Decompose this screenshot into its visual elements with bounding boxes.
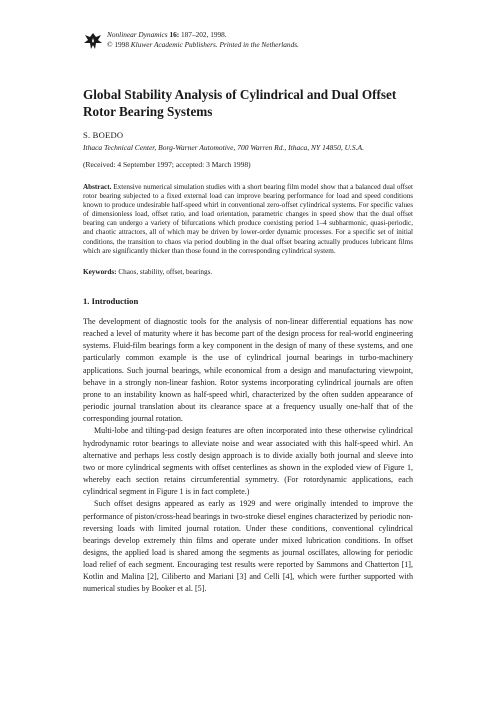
paragraph: The development of diagnostic tools for the analysis of non-linear differential equations has now reached a level of maturity where it has become part of the design process for real-world engineering systems. Fluid-film bearings form a key component in the design of many of these systems, and one particularly common example is the use of cylindrical journal bearings in turbo-machinery applications. Such journal bearings, while economical from a design and manufacturing viewpoint, behave in a strongly non-linear fashion. Rotor systems incorporating cylindrical journals are often prone to an instability known as half-speed whirl, characterized by the often sudden appearance of periodic journal translation about its clearance space at a frequency usually one-half that of the corresponding journal rotation.: [83, 317, 413, 424]
keywords-label: Keywords:: [83, 268, 117, 276]
keywords: [83, 268, 413, 276]
publisher-logo-icon: [83, 31, 103, 51]
journal-name: Nonlinear Dynamics: [107, 30, 168, 39]
paragraph: Multi-lobe and tilting-pad design features are often incorporated into these otherwise cylindrical hydrodynamic rotor bearings to alleviate noise and wear associated with this half-speed whirl. An alternative and perhaps less costly design approach is to divide axially both journal and sleeve into two or more cylindrical segments with offset centerlines as shown in the exploded view of Figure 1, whereby each section retains circumferential symmetry. (For rotordynamic applications, each cylindrical segment in Figure 1 is in fact complete.): [83, 426, 413, 497]
journal-citation: [107, 30, 299, 49]
article-title: Global Stability Analysis of Cylindrical and Dual Offset Rotor Bearing Systems: [83, 87, 397, 119]
abstract-text: Extensive numerical simulation studies with a short bearing film model show that a balanced dual offset rotor bearing subjected to a fixed external load can improve bearing performance for load and speed conditions known to produce undesirable half-speed whirl in conventional zero-offset cylindrical systems. For specific values of dimensionless load, offset ratio, and load orientation, parametric changes in speed show that the dual offset bearing can undergo a variety of bifurcations which produce coexisting period 1–4 subharmonic, quasi-periodic, and chaotic attractors, all of which may be driven by lower-order dynamic processes. For a specific set of initial conditions, the transition to chaos via period doubling in the dual offset bearing actually produces lubricant films which are significantly thicker than those found in the corresponding cylindrical system.: [83, 183, 413, 255]
section-heading: 1. Introduction: [83, 296, 139, 306]
affiliation: Ithaca Technical Center, Borg-Warner Automotive, 700 Warren Rd., Ithaca, NY 14850, U.S.A.: [83, 143, 364, 152]
printed-in: Printed in the Netherlands.: [219, 39, 299, 49]
publisher: Kluwer Academic Publishers.: [130, 39, 218, 49]
abstract-label: Abstract.: [83, 183, 112, 191]
journal-volume: 16:: [169, 30, 180, 39]
keywords-text: Chaos, stability, offset, bearings.: [118, 268, 213, 276]
paragraph: Such offset designs appeared as early as 1929 and were originally intended to improve the performance of piston/cross-head bearings in two-stroke diesel engines characterized by periodic non-reversing loads with limited journal rotation. Under these conditions, conventional cylindrical bearings develop extremely thin films and operate under mixed lubrication conditions. In offset designs, the applied load is shared among the segments as journal oscillates, allowing for periodic load relief of each segment. Encouraging test results were reported by Sammons and Chatterton [1], Kotlin and Malina [2], Ciliberto and Mariani [3] and Celli [4], which were further supported with numerical studies by Booker et al. [5].: [83, 499, 413, 594]
author: S. BOEDO: [83, 130, 124, 140]
journal-pages: 187–202, 1998.: [181, 30, 227, 39]
received-dates: (Received: 4 September 1997; accepted: 3 March 1998): [83, 160, 251, 169]
section-body: [83, 316, 413, 596]
abstract: [83, 183, 413, 256]
copyright: © 1998: [107, 39, 129, 49]
